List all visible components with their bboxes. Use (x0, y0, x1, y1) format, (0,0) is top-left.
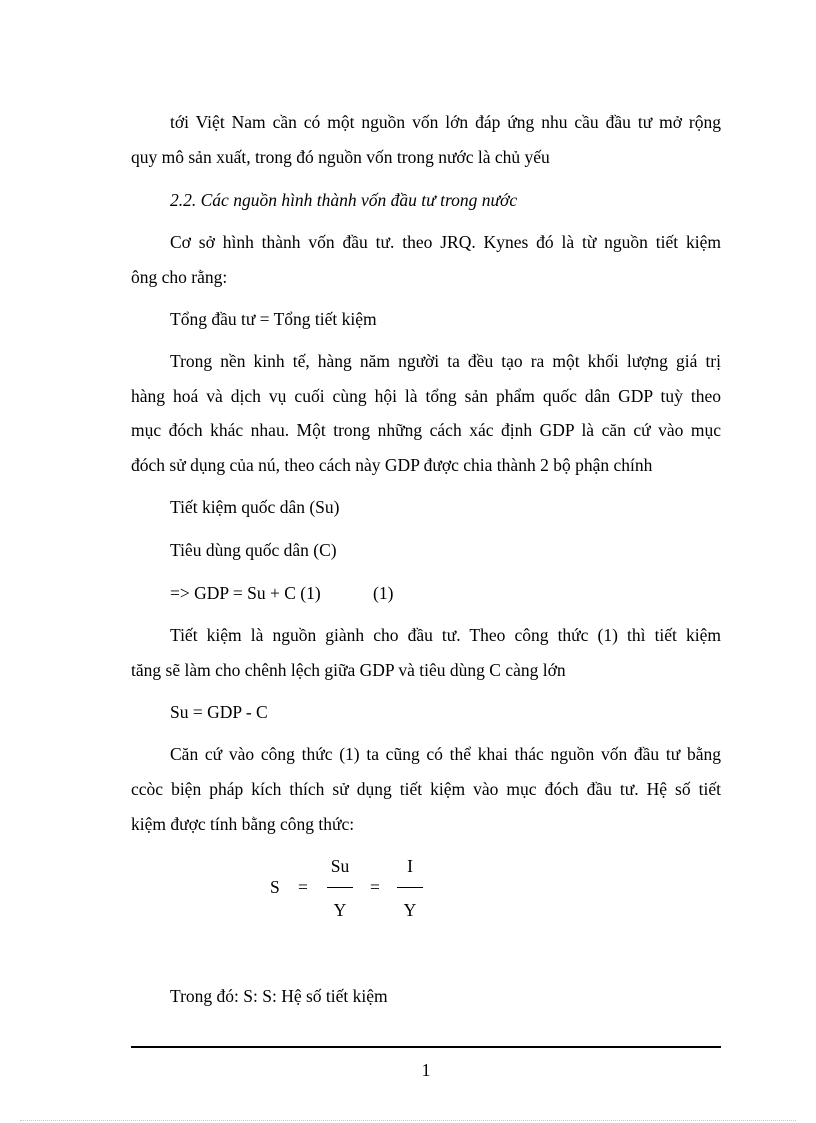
paragraph-4-line-2: tăng sẽ làm cho chênh lệch giữa GDP và tiêu dùng C càng lớn (131, 660, 566, 680)
page-number: 1 (421, 1060, 431, 1080)
paragraph-5-line-2: ccòc biện pháp kích thích sử dụng tiết kiệm vào mục đóch đầu tư. Hệ số tiết (131, 779, 721, 799)
fraction-bar-1 (327, 887, 353, 888)
paragraph-4-line-1: Tiết kiệm là nguồn giành cho đầu tư. Theo công thức (1) thì tiết kiệm (170, 625, 721, 645)
section-heading: 2.2. Các nguồn hình thành vốn đầu tư trong nước (170, 190, 518, 210)
paragraph-2-line-1: Cơ sở hình thành vốn đầu tư. theo JRQ. Kynes đó là từ nguồn tiết kiệm (170, 232, 721, 252)
definition-line: Trong đó: S: S: Hệ số tiết kiệm (170, 986, 388, 1006)
formula-lhs: S (270, 877, 280, 897)
paragraph-1-line-1: tới Việt Nam cần có một nguồn vốn lớn đáp ứng nhu cầu đầu tư mở rộng (170, 112, 721, 132)
footer-divider (131, 1046, 721, 1048)
paragraph-5-line-1: Căn cứ vào công thức (1) ta cũng có thể khai thác nguồn vốn đầu tư bằng (170, 744, 721, 764)
equation-gdp-text: => GDP = Su + C (1) (170, 583, 321, 603)
fraction-bar-2 (397, 887, 423, 888)
formula-denominator-1: Y (333, 900, 347, 920)
formula-numerator-1: Su (330, 856, 350, 876)
equation-gdp (170, 582, 721, 604)
list-item-savings: Tiết kiệm quốc dân (Su) (170, 497, 340, 517)
page-bottom-dotted-border (20, 1120, 796, 1121)
paragraph-3-line-3: mục đóch khác nhau. Một trong những cách xác định GDP là căn cứ vào mục (131, 420, 721, 440)
paragraph-3-line-4: đóch sử dụng của nú, theo cách này GDP được chia thành 2 bộ phận chính (131, 455, 653, 475)
formula-equals-1: = (298, 877, 308, 897)
list-item-consumption: Tiêu dùng quốc dân (C) (170, 540, 337, 560)
equation-savings: Su = GDP - C (170, 702, 268, 722)
paragraph-3-line-1: Trong nền kinh tế, hàng năm người ta đều tạo ra một khối lượng giá trị (170, 351, 721, 371)
formula-numerator-2: I (407, 856, 413, 876)
equation-gdp-number: (1) (373, 583, 394, 603)
paragraph-5-line-3: kiệm được tính bằng công thức: (131, 814, 355, 834)
equation-total-investment: Tổng đầu tư = Tổng tiết kiệm (170, 309, 377, 329)
formula-equals-2: = (370, 877, 380, 897)
formula-denominator-2: Y (403, 900, 417, 920)
paragraph-3-line-2: hàng hoá và dịch vụ cuối cùng hội là tổng sản phẩm quốc dân GDP tuỳ theo (131, 386, 721, 406)
paragraph-1-line-2: quy mô sản xuất, trong đó nguồn vốn trong nước là chủ yếu (131, 147, 550, 167)
paragraph-2-line-2: ông cho rằng: (131, 267, 228, 287)
